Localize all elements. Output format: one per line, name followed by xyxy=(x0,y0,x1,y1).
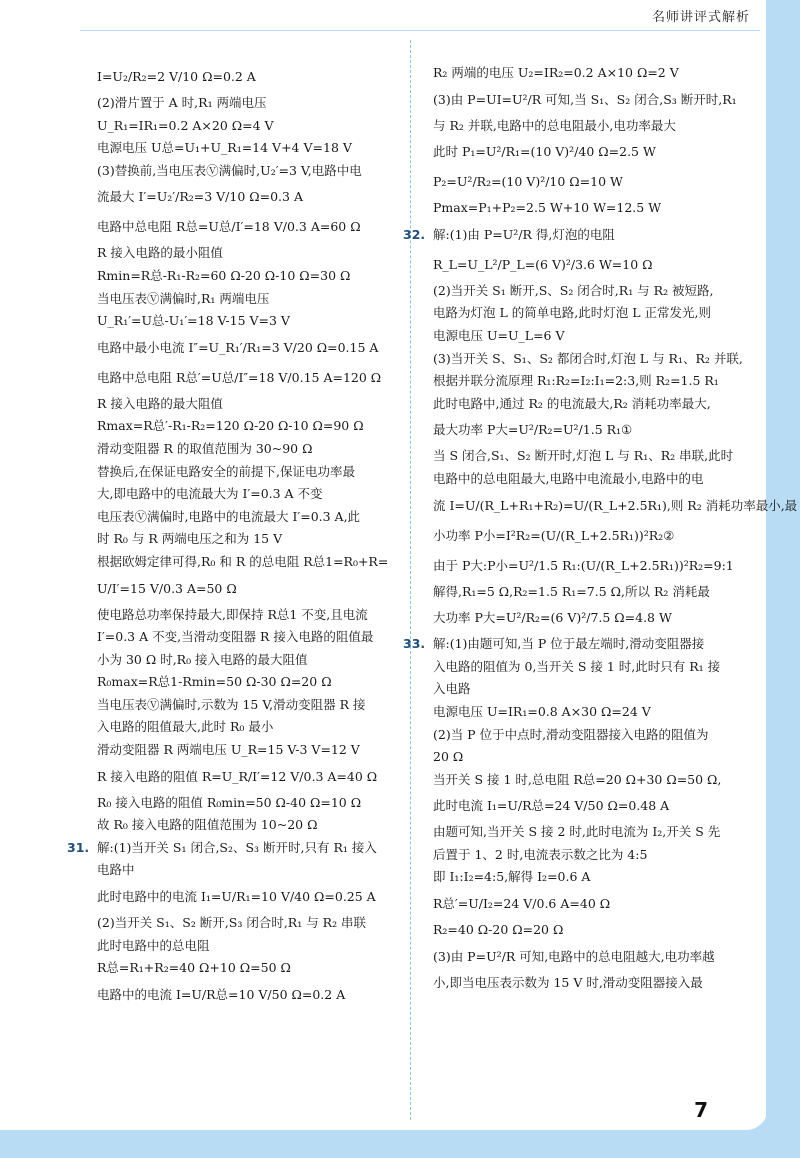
text-line xyxy=(433,521,733,551)
line-text: 解:(1)当开关 S₁ 闭合,S₂、S₃ 断开时,只有 R₁ 接入 xyxy=(97,839,377,855)
text-line xyxy=(97,265,421,288)
text-line xyxy=(433,491,798,521)
line-text: Rmax=R总′-R₁-R₂=120 Ω-20 Ω-10 Ω=90 Ω xyxy=(97,418,364,434)
text-line xyxy=(433,167,733,197)
line-text: I=U₂/R₂=2 V/10 Ω=0.2 A xyxy=(97,69,256,84)
text-line xyxy=(433,115,733,138)
line-text: 电源电压 U=IR₁=0.8 A×30 Ω=24 V xyxy=(433,703,651,719)
text-line xyxy=(433,325,733,348)
line-text: 此时电路中,通过 R₂ 的电流最大,R₂ 消耗功率最大, xyxy=(433,395,711,411)
line-text: R 接入电路的最小阻值 xyxy=(97,245,223,261)
text-line xyxy=(433,769,733,792)
line-text: 后置于 1、2 时,电流表示数之比为 4:5 xyxy=(433,846,648,862)
line-text: 小,即当电压表示数为 15 V 时,滑动变阻器接入最 xyxy=(433,974,703,990)
text-line xyxy=(433,942,733,972)
line-text: 故 R₀ 接入电路的阻值范围为 10~20 Ω xyxy=(97,817,318,833)
line-text: 电路中的总电阻最大,电路中电流最小,电路中的电 xyxy=(433,470,704,486)
line-text: 大功率 P大=U²/R₂=(6 V)²/7.5 Ω=4.8 W xyxy=(433,610,672,626)
line-text: (3)替换前,当电压表Ⓥ满偏时,U₂′=3 V,电路中电 xyxy=(97,162,362,178)
side-tab xyxy=(766,0,800,1158)
line-text: R₀max=R总1-Rmin=50 Ω-30 Ω=20 Ω xyxy=(97,674,332,690)
text-line xyxy=(433,972,733,995)
text-line xyxy=(97,649,421,672)
line-text: (3)当开关 S、S₁、S₂ 都闭合时,灯泡 L 与 R₁、R₂ 并联, xyxy=(433,350,743,366)
text-line xyxy=(433,62,733,85)
text-line xyxy=(97,242,421,265)
text-line xyxy=(97,461,421,484)
text-line xyxy=(433,85,737,115)
text-line xyxy=(97,574,421,604)
line-text: R总=R₁+R₂=40 Ω+10 Ω=50 Ω xyxy=(97,960,291,976)
text-line xyxy=(433,581,733,604)
text-line xyxy=(433,280,733,303)
text-line xyxy=(97,288,421,311)
line-text: 小为 30 Ω 时,R₀ 接入电路的最大阻值 xyxy=(97,651,308,667)
text-line xyxy=(403,633,733,656)
line-text: 此时电流 I₁=U/R总=24 V/50 Ω=0.48 A xyxy=(433,798,670,814)
text-line xyxy=(97,604,421,627)
text-line xyxy=(433,919,733,942)
text-line xyxy=(433,866,733,889)
text-line xyxy=(433,348,743,371)
text-line xyxy=(97,115,421,138)
line-text: 入电路的阻值为 0,当开关 S 接 1 时,此时只有 R₁ 接 xyxy=(433,658,721,674)
line-text: R_L=U_L²/P_L=(6 V)²/3.6 W=10 Ω xyxy=(433,256,653,272)
line-text: 解:(1)由 P=U²/R 得,灯泡的电阻 xyxy=(433,226,615,242)
line-text: R₀ 接入电路的阻值 R₀min=50 Ω-40 Ω=10 Ω xyxy=(97,794,362,810)
line-text: 电路中的电流 I=U/R总=10 V/50 Ω=0.2 A xyxy=(97,986,346,1002)
text-line xyxy=(97,859,421,882)
line-text: 滑动变阻器 R 两端电压 U_R=15 V-3 V=12 V xyxy=(97,742,360,758)
text-line xyxy=(67,837,421,860)
text-line xyxy=(97,333,421,363)
text-line xyxy=(97,671,421,694)
text-line xyxy=(433,468,733,491)
text-line xyxy=(97,957,421,980)
line-text: (3)由 P=U²/R 可知,电路中的总电阻越大,电功率越 xyxy=(433,948,715,964)
line-text: 最大功率 P大=U²/R₂=U²/1.5 R₁① xyxy=(433,422,633,438)
line-text: P₂=U²/R₂=(10 V)²/10 Ω=10 W xyxy=(433,174,623,190)
text-line xyxy=(97,912,421,935)
line-text: 流最大 I′=U₂′/R₂=3 V/10 Ω=0.3 A xyxy=(97,189,303,205)
line-text: 电路中总电阻 R总′=U总/I″=18 V/0.15 A=120 Ω xyxy=(97,369,382,385)
text-line xyxy=(433,724,733,747)
line-text: 此时 P₁=U²/R₁=(10 V)²/40 Ω=2.5 W xyxy=(433,144,656,160)
line-text: 电路中最小电流 I″=U_R₁′/R₁=3 V/20 Ω=0.15 A xyxy=(97,339,379,355)
page-number: 7 xyxy=(694,1098,708,1122)
text-line xyxy=(97,137,421,160)
line-text: I′=0.3 A 不变,当滑动变阻器 R 接入电路的阻值最 xyxy=(97,629,374,645)
line-text: R₂=40 Ω-20 Ω=20 Ω xyxy=(433,922,564,938)
line-text: Pmax=P₁+P₂=2.5 W+10 W=12.5 W xyxy=(433,200,662,216)
line-text: 与 R₂ 并联,电路中的总电阻最小,电功率最大 xyxy=(433,117,676,133)
line-text: 根据欧姆定律可得,R₀ 和 R 的总电阻 R总1=R₀+R= xyxy=(97,553,389,569)
text-line xyxy=(97,310,421,333)
text-line xyxy=(97,160,421,183)
line-text: 此时电路中的总电阻 xyxy=(97,937,210,953)
text-line xyxy=(97,762,421,792)
line-text: 当电压表Ⓥ满偏时,示数为 15 V,滑动变阻器 R 接 xyxy=(97,696,366,712)
line-text: 时 R₀ 与 R 两端电压之和为 15 V xyxy=(97,531,283,547)
text-line xyxy=(97,528,421,551)
line-text: 由题可知,当开关 S 接 2 时,此时电流为 I₂,开关 S 先 xyxy=(433,824,721,840)
text-line xyxy=(97,483,421,506)
text-line xyxy=(433,137,733,167)
text-line xyxy=(97,92,421,115)
line-text: 解:(1)由题可知,当 P 位于最左端时,滑动变阻器接 xyxy=(433,636,705,652)
line-text: 电路中总电阻 R总=U总/I′=18 V/0.3 A=60 Ω xyxy=(97,219,361,235)
line-text: 20 Ω xyxy=(433,749,464,765)
line-text: R 接入电路的阻值 R=U_R/I′=12 V/0.3 A=40 Ω xyxy=(97,768,378,784)
line-text: 电路中 xyxy=(97,862,135,878)
text-line xyxy=(97,438,421,461)
line-text: 大,即电路中的电流最大为 I′=0.3 A 不变 xyxy=(97,486,323,502)
text-line xyxy=(433,393,733,416)
text-line xyxy=(433,791,733,821)
line-text: (2)当开关 S₁ 断开,S、S₂ 闭合时,R₁ 与 R₂ 被短路, xyxy=(433,282,714,298)
text-line xyxy=(97,182,421,212)
text-line xyxy=(97,882,421,912)
right-column xyxy=(403,62,798,994)
page-header: 名师讲评式解析 xyxy=(651,10,750,25)
text-line xyxy=(97,792,421,815)
text-line xyxy=(97,980,421,1010)
text-line xyxy=(433,250,733,280)
text-line xyxy=(97,363,421,393)
question-number: 33. xyxy=(403,636,426,652)
line-text: 电源电压 U=U_L=6 V xyxy=(433,327,565,343)
line-text: (3)由 P=UI=U²/R 可知,当 S₁、S₂ 闭合,S₃ 断开时,R₁ xyxy=(433,91,737,107)
text-line xyxy=(433,445,733,468)
line-text: R总′=U/I₂=24 V/0.6 A=40 Ω xyxy=(433,896,611,912)
header-rule xyxy=(80,30,760,31)
text-line xyxy=(97,935,421,958)
text-line xyxy=(433,302,733,325)
line-text: (2)当 P 位于中点时,滑动变阻器接入电路的阻值为 xyxy=(433,726,709,742)
line-text: 此时电路中的电流 I₁=U/R₁=10 V/40 Ω=0.25 A xyxy=(97,889,376,905)
line-text: Rmin=R总-R₁-R₂=60 Ω-20 Ω-10 Ω=30 Ω xyxy=(97,267,351,283)
text-line xyxy=(433,821,733,844)
line-text: 替换后,在保证电路安全的前提下,保证电功率最 xyxy=(97,463,355,479)
line-text: 根据并联分流原理 R₁:R₂=I₂:I₁=2:3,则 R₂=1.5 R₁ xyxy=(433,373,719,389)
text-line xyxy=(97,415,421,438)
line-text: (2)滑片置于 A 时,R₁ 两端电压 xyxy=(97,95,267,110)
text-line xyxy=(433,746,733,769)
line-text: 电路为灯泡 L 的简单电路,此时灯泡 L 正常发光,则 xyxy=(433,305,711,321)
line-text: 入电路 xyxy=(433,681,471,697)
question-number: 31. xyxy=(67,839,90,855)
text-line xyxy=(97,62,421,92)
text-line xyxy=(433,603,733,633)
line-text: 当 S 闭合,S₁、S₂ 断开时,灯泡 L 与 R₁、R₂ 串联,此时 xyxy=(433,448,734,464)
line-text: 入电路的阻值最大,此时 R₀ 最小 xyxy=(97,719,274,735)
text-line xyxy=(433,844,733,867)
text-line xyxy=(433,678,733,701)
line-text: 小功率 P小=I²R₂=(U/(R_L+2.5R₁))²R₂② xyxy=(433,527,675,543)
line-text: 使电路总功率保持最大,即保持 R总1 不变,且电流 xyxy=(97,606,368,622)
line-text: 电源电压 U总=U₁+U_R₁=14 V+4 V=18 V xyxy=(97,140,352,156)
text-line xyxy=(97,694,421,717)
line-text: U_R₁=IR₁=0.2 A×20 Ω=4 V xyxy=(97,117,274,133)
line-text: 当电压表Ⓥ满偏时,R₁ 两端电压 xyxy=(97,290,270,306)
text-line xyxy=(97,739,421,762)
text-line xyxy=(97,814,421,837)
text-line xyxy=(97,506,421,529)
text-line xyxy=(433,889,733,919)
line-text: 流 I=U/(R_L+R₁+R₂)=U/(R_L+2.5R₁),则 R₂ 消耗功率最小,最 xyxy=(433,497,798,513)
question-number: 32. xyxy=(403,226,426,242)
text-line xyxy=(97,716,421,739)
line-text: U_R₁′=U总-U₁′=18 V-15 V=3 V xyxy=(97,313,290,329)
line-text: 解得,R₁=5 Ω,R₂=1.5 R₁=7.5 Ω,所以 R₂ 消耗最 xyxy=(433,583,710,599)
line-text: U/I′=15 V/0.3 A=50 Ω xyxy=(97,580,237,596)
line-text: R₂ 两端的电压 U₂=IR₂=0.2 A×10 Ω=2 V xyxy=(433,65,679,80)
text-line xyxy=(433,370,733,393)
text-line xyxy=(97,212,421,242)
text-line xyxy=(97,393,421,416)
line-text: 电压表Ⓥ满偏时,电路中的电流最大 I′=0.3 A,此 xyxy=(97,508,361,524)
line-text: R 接入电路的最大阻值 xyxy=(97,395,223,411)
text-line xyxy=(433,551,733,581)
text-line xyxy=(433,197,733,220)
text-line xyxy=(97,626,421,649)
line-text: 即 I₁:I₂=4:5,解得 I₂=0.6 A xyxy=(433,869,591,885)
text-line xyxy=(403,220,733,250)
line-text: 由于 P大:P小=U²/1.5 R₁:(U/(R_L+2.5R₁))²R₂=9:1 xyxy=(433,557,734,573)
text-line xyxy=(433,656,733,679)
text-line xyxy=(433,415,733,445)
line-text: 当开关 S 接 1 时,总电阻 R总=20 Ω+30 Ω=50 Ω, xyxy=(433,771,722,787)
left-column xyxy=(67,62,421,1010)
text-line xyxy=(97,551,421,574)
line-text: 滑动变阻器 R 的取值范围为 30~90 Ω xyxy=(97,440,313,456)
text-line xyxy=(433,701,733,724)
line-text: (2)当开关 S₁、S₂ 断开,S₃ 闭合时,R₁ 与 R₂ 串联 xyxy=(97,915,367,931)
